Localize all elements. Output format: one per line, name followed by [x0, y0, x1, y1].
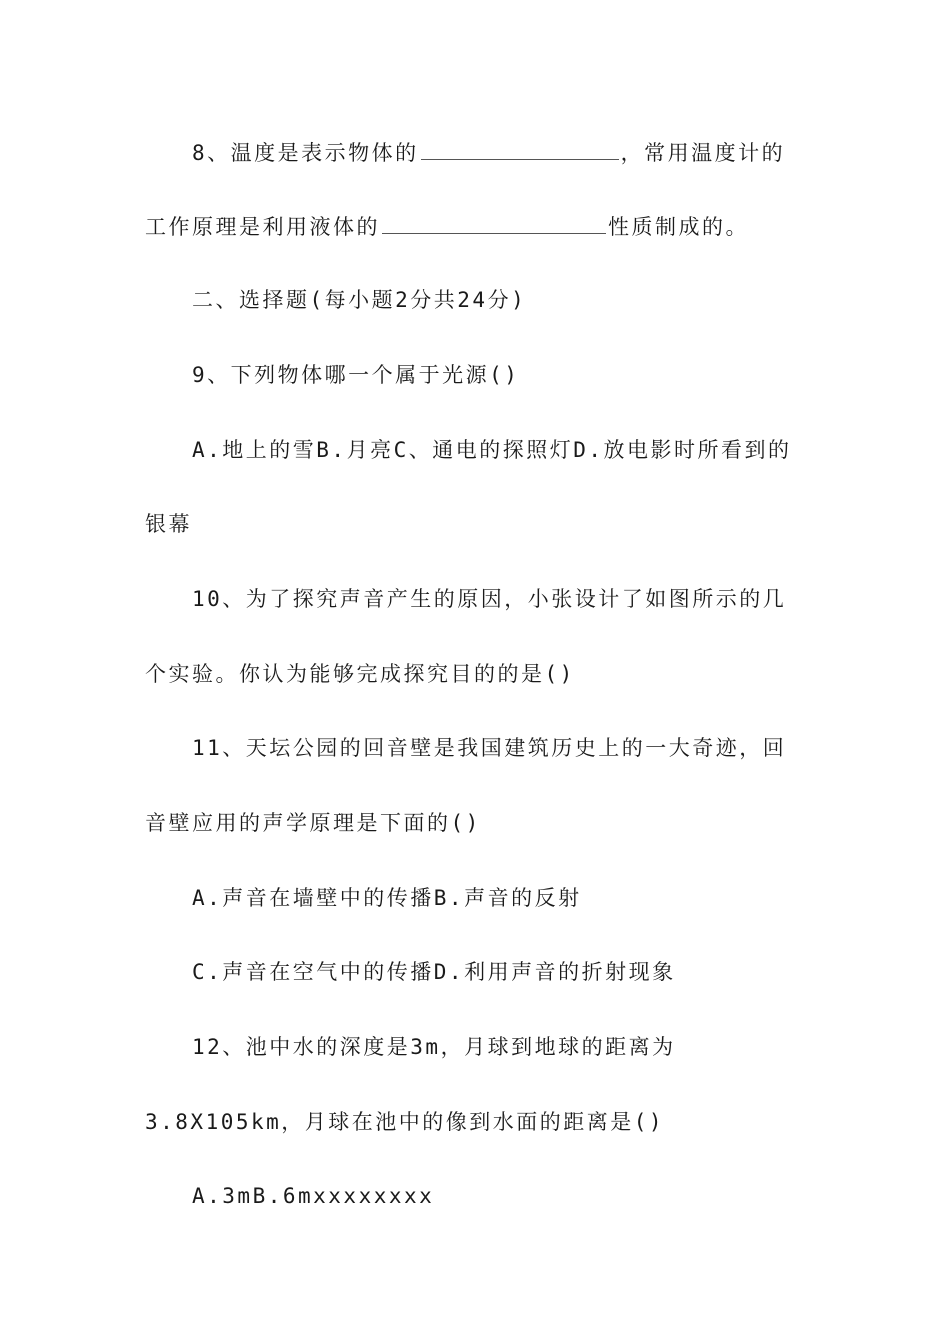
question-8-text-b: ，常用温度计的: [620, 141, 786, 165]
question-8-text-c: 工作原理是利用液体的: [145, 215, 380, 239]
question-11-options-2: C.声音在空气中的传播D.利用声音的折射现象: [192, 960, 676, 984]
question-8-line-1: [0, 137, 950, 168]
question-11-stem-cont: 音壁应用的声学原理是下面的(): [145, 811, 481, 835]
question-8-text-a: 8、温度是表示物体的: [192, 141, 419, 165]
question-12-stem: 12、池中水的深度是3m，月球到地球的距离为: [192, 1035, 676, 1059]
answer-blank-2: [382, 211, 606, 234]
answer-blank-1: [421, 137, 619, 160]
question-9-options: A.地上的雪B.月亮C、通电的探照灯D.放电影时所看到的: [192, 438, 792, 462]
question-11-stem: 11、天坛公园的回音壁是我国建筑历史上的一大奇迹，回: [192, 736, 787, 760]
section-heading-choice: 二、选择题(每小题2分共24分): [192, 288, 527, 312]
question-10-stem-cont: 个实验。你认为能够完成探究目的的是(): [145, 662, 575, 686]
question-9-stem: 9、下列物体哪一个属于光源(): [192, 363, 520, 387]
question-12-options: A.3mB.6mxxxxxxxx: [192, 1184, 435, 1208]
question-8-text-d: 性质制成的。: [608, 215, 749, 239]
question-8-line-2: [0, 211, 950, 242]
question-9-options-cont: 银幕: [145, 512, 192, 536]
question-12-stem-cont: 3.8X105km，月球在池中的像到水面的距离是(): [145, 1110, 665, 1134]
question-11-options-1: A.声音在墙壁中的传播B.声音的反射: [192, 886, 582, 910]
question-10-stem: 10、为了探究声音产生的原因，小张设计了如图所示的几: [192, 587, 787, 611]
